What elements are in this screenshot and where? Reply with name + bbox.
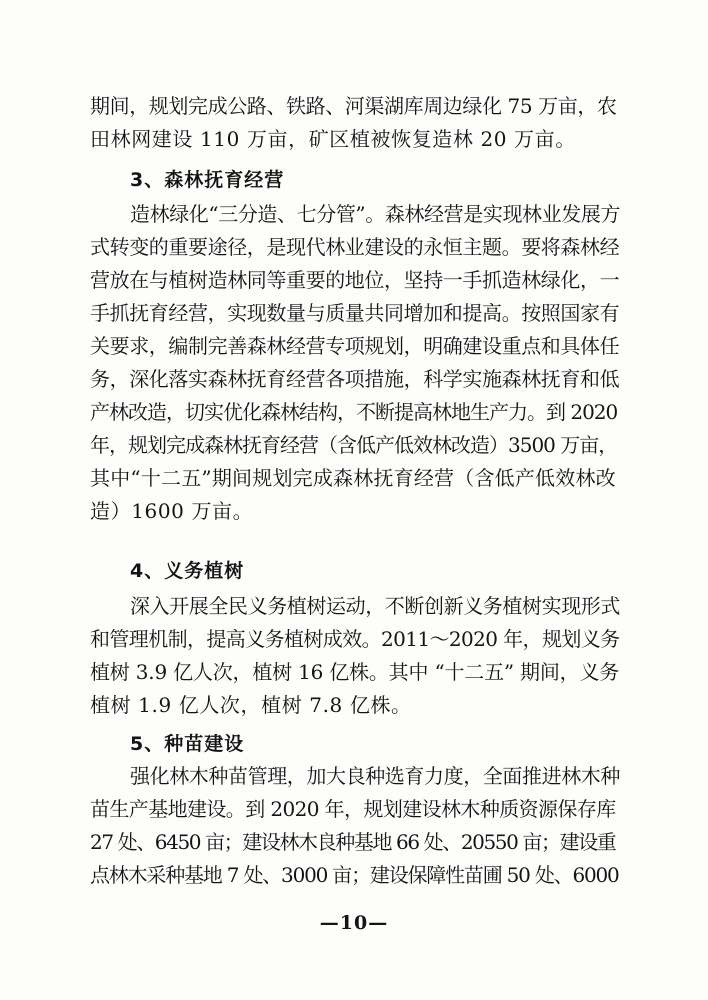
paragraph-voluntary-tree-planting [90,590,620,722]
text-line: 造林绿化“三分造、七分管”。森林经营是实现林业发展方 [130,202,621,226]
page-number: —10— [319,912,389,934]
text-line: 年，规划完成森林抚育经营（含低产低效林改造）3500 万亩， [90,433,618,457]
text-line: 关要求，编制完善森林经营专项规划，明确建设重点和具体任 [90,334,620,358]
text-line: 务，深化落实森林抚育经营各项措施，科学实施森林抚育和低 [90,367,620,391]
text-line: 期间，规划完成公路、铁路、河渠湖库周边绿化 75 万亩，农 [90,94,617,118]
text-line: 手抓抚育经营，实现数量与质量共同增加和提高。按照国家有 [90,301,620,325]
text-line: 植树 1.9 亿人次，植树 7.8 亿株。 [90,693,412,717]
text-line: 营放在与植树造林同等重要的地位，坚持一手抓造林绿化，一 [90,268,620,292]
text-line: 其中“十二五”期间规划完成森林抚育经营（含低产低效林改 [90,466,616,490]
paragraph-greening-continuation [90,90,620,156]
text-line: 和管理机制，提高义务植树成效。2011～2020 年，规划义务 [90,627,620,651]
section-heading-voluntary-tree-planting: 4、义务植树 [130,560,245,582]
text-line: 深入开展全民义务植树运动，不断创新义务植树实现形式 [130,594,620,618]
text-line: 式转变的重要途径，是现代林业建设的永恒主题。要将森林经 [90,235,620,259]
text-line: 产林改造，切实优化森林结构，不断提高林地生产力。到 2020 [90,400,618,424]
section-heading-seedling-construction: 5、种苗建设 [130,733,245,755]
paragraph-seedling-construction [90,760,620,892]
text-line: 田林网建设 110 万亩，矿区植被恢复造林 20 万亩。 [90,127,576,151]
text-line: 苗生产基地建设。到 2020 年，规划建设林木种质资源保存库 [90,797,616,821]
text-line: 27 处、6450 亩；建设林木良种基地 66 处、20550 亩；建设重 [90,830,616,854]
section-heading-forest-tending: 3、森林抚育经营 [130,169,285,191]
text-line: 造）1600 万亩。 [90,499,254,523]
paragraph-forest-tending [90,198,620,528]
text-line: 强化林木种苗管理，加大良种选育力度，全面推进林木种 [130,764,620,788]
text-line: 植树 3.9 亿人次，植树 16 亿株。其中 “十二五” 期间，义务 [90,660,620,684]
text-line: 点林木采种基地 7 处、3000 亩；建设保障性苗圃 50 处、6000 [90,863,619,887]
